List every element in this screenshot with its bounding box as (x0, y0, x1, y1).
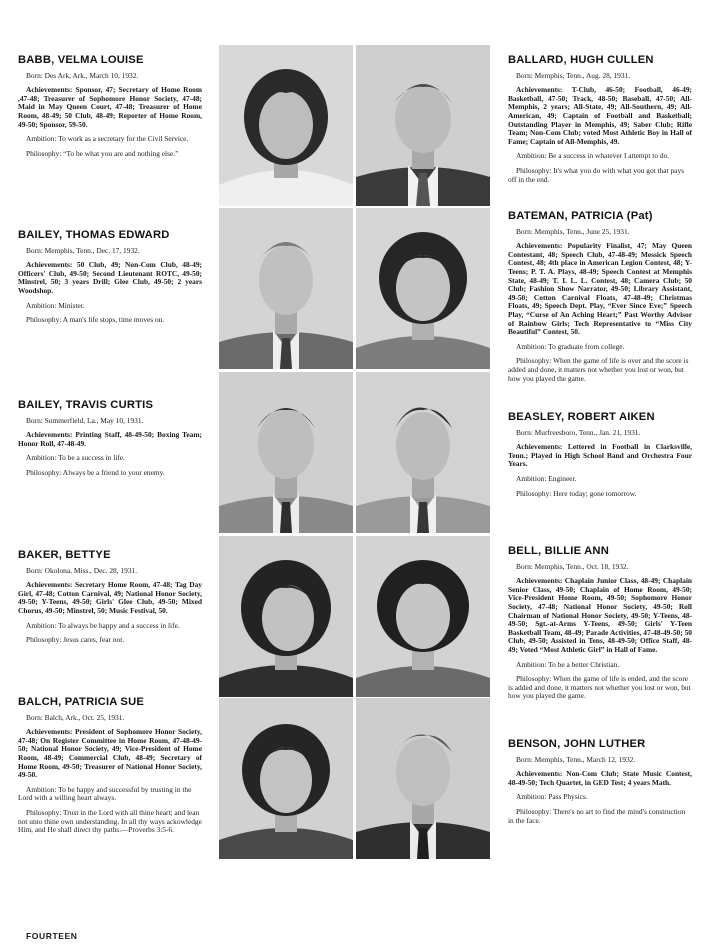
achievements: Achievements: Printing Staff, 48-49-50; Boxing Team; Honor Roll, 47-48-49. (18, 430, 202, 448)
birth-info: Born: Memphis, Tenn., Oct. 18, 1932. (516, 561, 629, 571)
birth-info: Born: Murfreesboro, Tenn., Jan. 21, 1931. (516, 427, 641, 437)
portrait-photo (219, 45, 353, 206)
philosophy: Philosophy: When the game of life is ended, and the score is added and done, it matters not whether you lost or won, but how you played the game. (508, 674, 691, 701)
student-name: BALLARD, HUGH CULLEN (508, 54, 654, 66)
student-entry (18, 56, 202, 164)
student-entry (18, 231, 202, 331)
achievements: Achievements: Secretary Home Room, 47-48; Tag Day Girl, 47-48; Cotton Carnival, 49; National Honor Society, 49-50; Y-Teens, 49-50; Girls' Glee Club, 49-50; Mixed Chorus, 49-50; Minstrel, 50; Music Festival, 50. (18, 580, 202, 615)
birth-info: Born: Des Ark, Ark., March 10, 1932. (26, 70, 139, 80)
ambition: Ambition: Engineer. (516, 473, 577, 483)
portrait-photo (219, 698, 353, 859)
portrait-photo (219, 536, 353, 697)
student-name: BELL, BILLIE ANN (508, 545, 609, 557)
achievements: Achievements: Non-Com Club; State Music Contest, 48-49-50; Tech Quartet, in GED Test; 4 years Math. (508, 769, 692, 787)
portrait-photo (356, 372, 490, 533)
philosophy: Philosophy: Always be a friend to your enemy. (26, 467, 165, 477)
birth-info: Born: Balch, Ark., Oct. 25, 1931. (26, 712, 125, 722)
philosophy: Philosophy: When the game of life is over and the score is added and done, it matters not whether you lost or won, but how you played the game. (508, 356, 689, 383)
student-name: BENSON, JOHN LUTHER (508, 738, 646, 750)
student-name: BATEMAN, PATRICIA (Pat) (508, 210, 653, 222)
philosophy: Philosophy: There's no art to find the mind's construction in the face. (508, 806, 686, 825)
portrait-photo (219, 372, 353, 533)
student-entry (508, 547, 692, 707)
student-entry (18, 698, 202, 841)
ambition: Ambition: To be a success in life. (26, 453, 125, 463)
portrait-photo (219, 208, 353, 369)
student-entry (508, 56, 692, 190)
student-entry (18, 401, 202, 484)
student-entry (18, 551, 202, 651)
achievements: Achievements: Sponsor, 47; Secretary of Home Room ,47-48; Treasurer of Sophomore Honor Society, 47-48; Maid in May Queen Court, 47-48; Treasurer of Home Room, 48-49; 50 Club, 48-49; Reporter of Home Room, 49-50; Sponsor, 59-50. (18, 85, 202, 129)
ambition: Ambition: To graduate from college. (516, 341, 625, 351)
philosophy: Philosophy: Jesus cares, fear not. (26, 635, 125, 645)
philosophy: Philosophy: A man's life stops, time moves on. (26, 315, 165, 325)
student-name: BAKER, BETTYE (18, 549, 111, 561)
philosophy: Philosophy: “To be what you are and nothing else.” (26, 148, 179, 158)
portrait-photo (356, 45, 490, 206)
philosophy: Philosophy: Here today; gone tomorrow. (516, 488, 637, 498)
student-name: BALCH, PATRICIA SUE (18, 696, 145, 708)
student-entry (508, 740, 692, 831)
ambition: Ambition: Minister. (26, 300, 85, 310)
birth-info: Born: Memphis, Tenn., Dec. 17, 1932. (26, 245, 140, 255)
achievements: Achievements: 50 Club, 49; Non-Com Club, 48-49; Officers' Club, 49-50; Second Lieutenant ROTC, 49-50; Minstrel, 50; 3 years Drill; Glee Club, 49-50; 2 years Woodshop. (18, 260, 202, 295)
ambition: Ambition: To be a better Christian. (516, 659, 620, 669)
student-entry (508, 413, 692, 504)
achievements: Achievements: T-Club, 46-50; Football, 46-49; Basketball, 47-50; Track, 48-50; Baseball, 47-50; All-Memphis, 2 years; All-State, 49; All-Southern, 49; All-American, 49; Captain of Football and Basketball; Outstanding Player in Memphis, 49; Saber Club; Rifle Team; Non-Com Club; voted Most Athletic Boy in Hall of Fame; Captain of All-Memphis, 49. (508, 85, 692, 146)
achievements: Achievements: Chaplain Junior Class, 48-49; Chaplain Senior Class, 49-50; Chaplain of Home Room, 49-50; Vice-President Home Room, 49-50; Sophomore Honor Society, 47-48; National Honor Society, 49-50; Roll Chairman of National Honor Society, 49-50; Y-Teens, 48-49-50; Sgt.-at-Arms Y-Teens, 49-50; Girls' Y-Teen Basketball Team, 48-49; Parade Activities, 47-48-49-50; 50 Club, 49-50; Assisted in Tens, 48-49-50; Office Staff, 48-49; Voted “Most Athletic Girl” in Hall of Fame. (508, 576, 692, 654)
birth-info: Born: Summerfield, La., May 10, 1931. (26, 415, 144, 425)
portrait-photo (356, 698, 490, 859)
achievements: Achievements: President of Sophomore Honor Society, 47-48; On Register Committee in Home Room, 47-48-49-50; National Honor Society, 49; Vice-President of Home Room, 48-49; Commercial Club, 48-49; Secretary of Home Room, 49-50; Treasurer of National Honor Society, 49-50. (18, 727, 202, 780)
portrait-photo (356, 536, 490, 697)
ambition: Ambition: To be happy and successful by trusting in the Lord with a willing heart always. (18, 784, 192, 803)
student-name: BABB, VELMA LOUISE (18, 54, 144, 66)
philosophy: Philosophy: Trust in the Lord with all thine heart; and lean not unto thine own understanding. In all thy ways ackowledge Him, and He shall direct thy paths.—Proverbs 3:5-6. (18, 807, 202, 835)
page-number: FOURTEEN (26, 931, 78, 941)
student-name: BAILEY, TRAVIS CURTIS (18, 399, 154, 411)
birth-info: Born: Memphis, Tenn., March 12, 1932. (516, 754, 636, 764)
achievements: Achievements: Popularity Finalist, 47; May Queen Contestant, 48; Speech Club, 47-48-49; Messick Speech Contest, 48; 4th place in American Legion Contest, 48; Y-Teens; P. T. A. Plays, 48-49; Speech Contest at Memphis State, 48-49; T. I. L. L. Contest, 48; Camera Club; 50 Club; Fashion Show Narrator, 49-50; Library Assistant, 49-50; Cotton Carnival Floats, 47-48-49; Christmas Floats, 49; Speech Dept. Play, “Ever Since Eve;” Speech Play, “Curse of An Aching Heart;” Past Worthy Advisor of Rainbow Girls; Tech Representative to “Miss City Beautiful” Contest, 50. (508, 241, 692, 337)
birth-info: Born: Memphis, Tenn., Aug. 28, 1931. (516, 70, 631, 80)
student-entry (508, 212, 692, 389)
ambition: Ambition: To work as a secretary for the Civil Service. (26, 134, 189, 144)
philosophy: Philosophy: It's what you do with what you got that pays off in the end. (508, 165, 685, 184)
achievements: Achievements: Lettered in Football in Clarksville, Tenn.; Played in High School Band and Orchestra Four Years. (508, 442, 692, 469)
birth-info: Born: Okolona, Miss., Dec. 28, 1931. (26, 565, 138, 575)
student-name: BAILEY, THOMAS EDWARD (18, 229, 170, 241)
ambition: Ambition: Be a success in whatever I attempt to do. (516, 151, 670, 161)
ambition: Ambition: Pass Physics. (516, 792, 588, 802)
ambition: Ambition: To always be happy and a success in life. (26, 620, 180, 630)
birth-info: Born: Memphis, Tenn., June 25, 1931. (516, 226, 630, 236)
student-name: BEASLEY, ROBERT AIKEN (508, 411, 655, 423)
portrait-photo (356, 208, 490, 369)
